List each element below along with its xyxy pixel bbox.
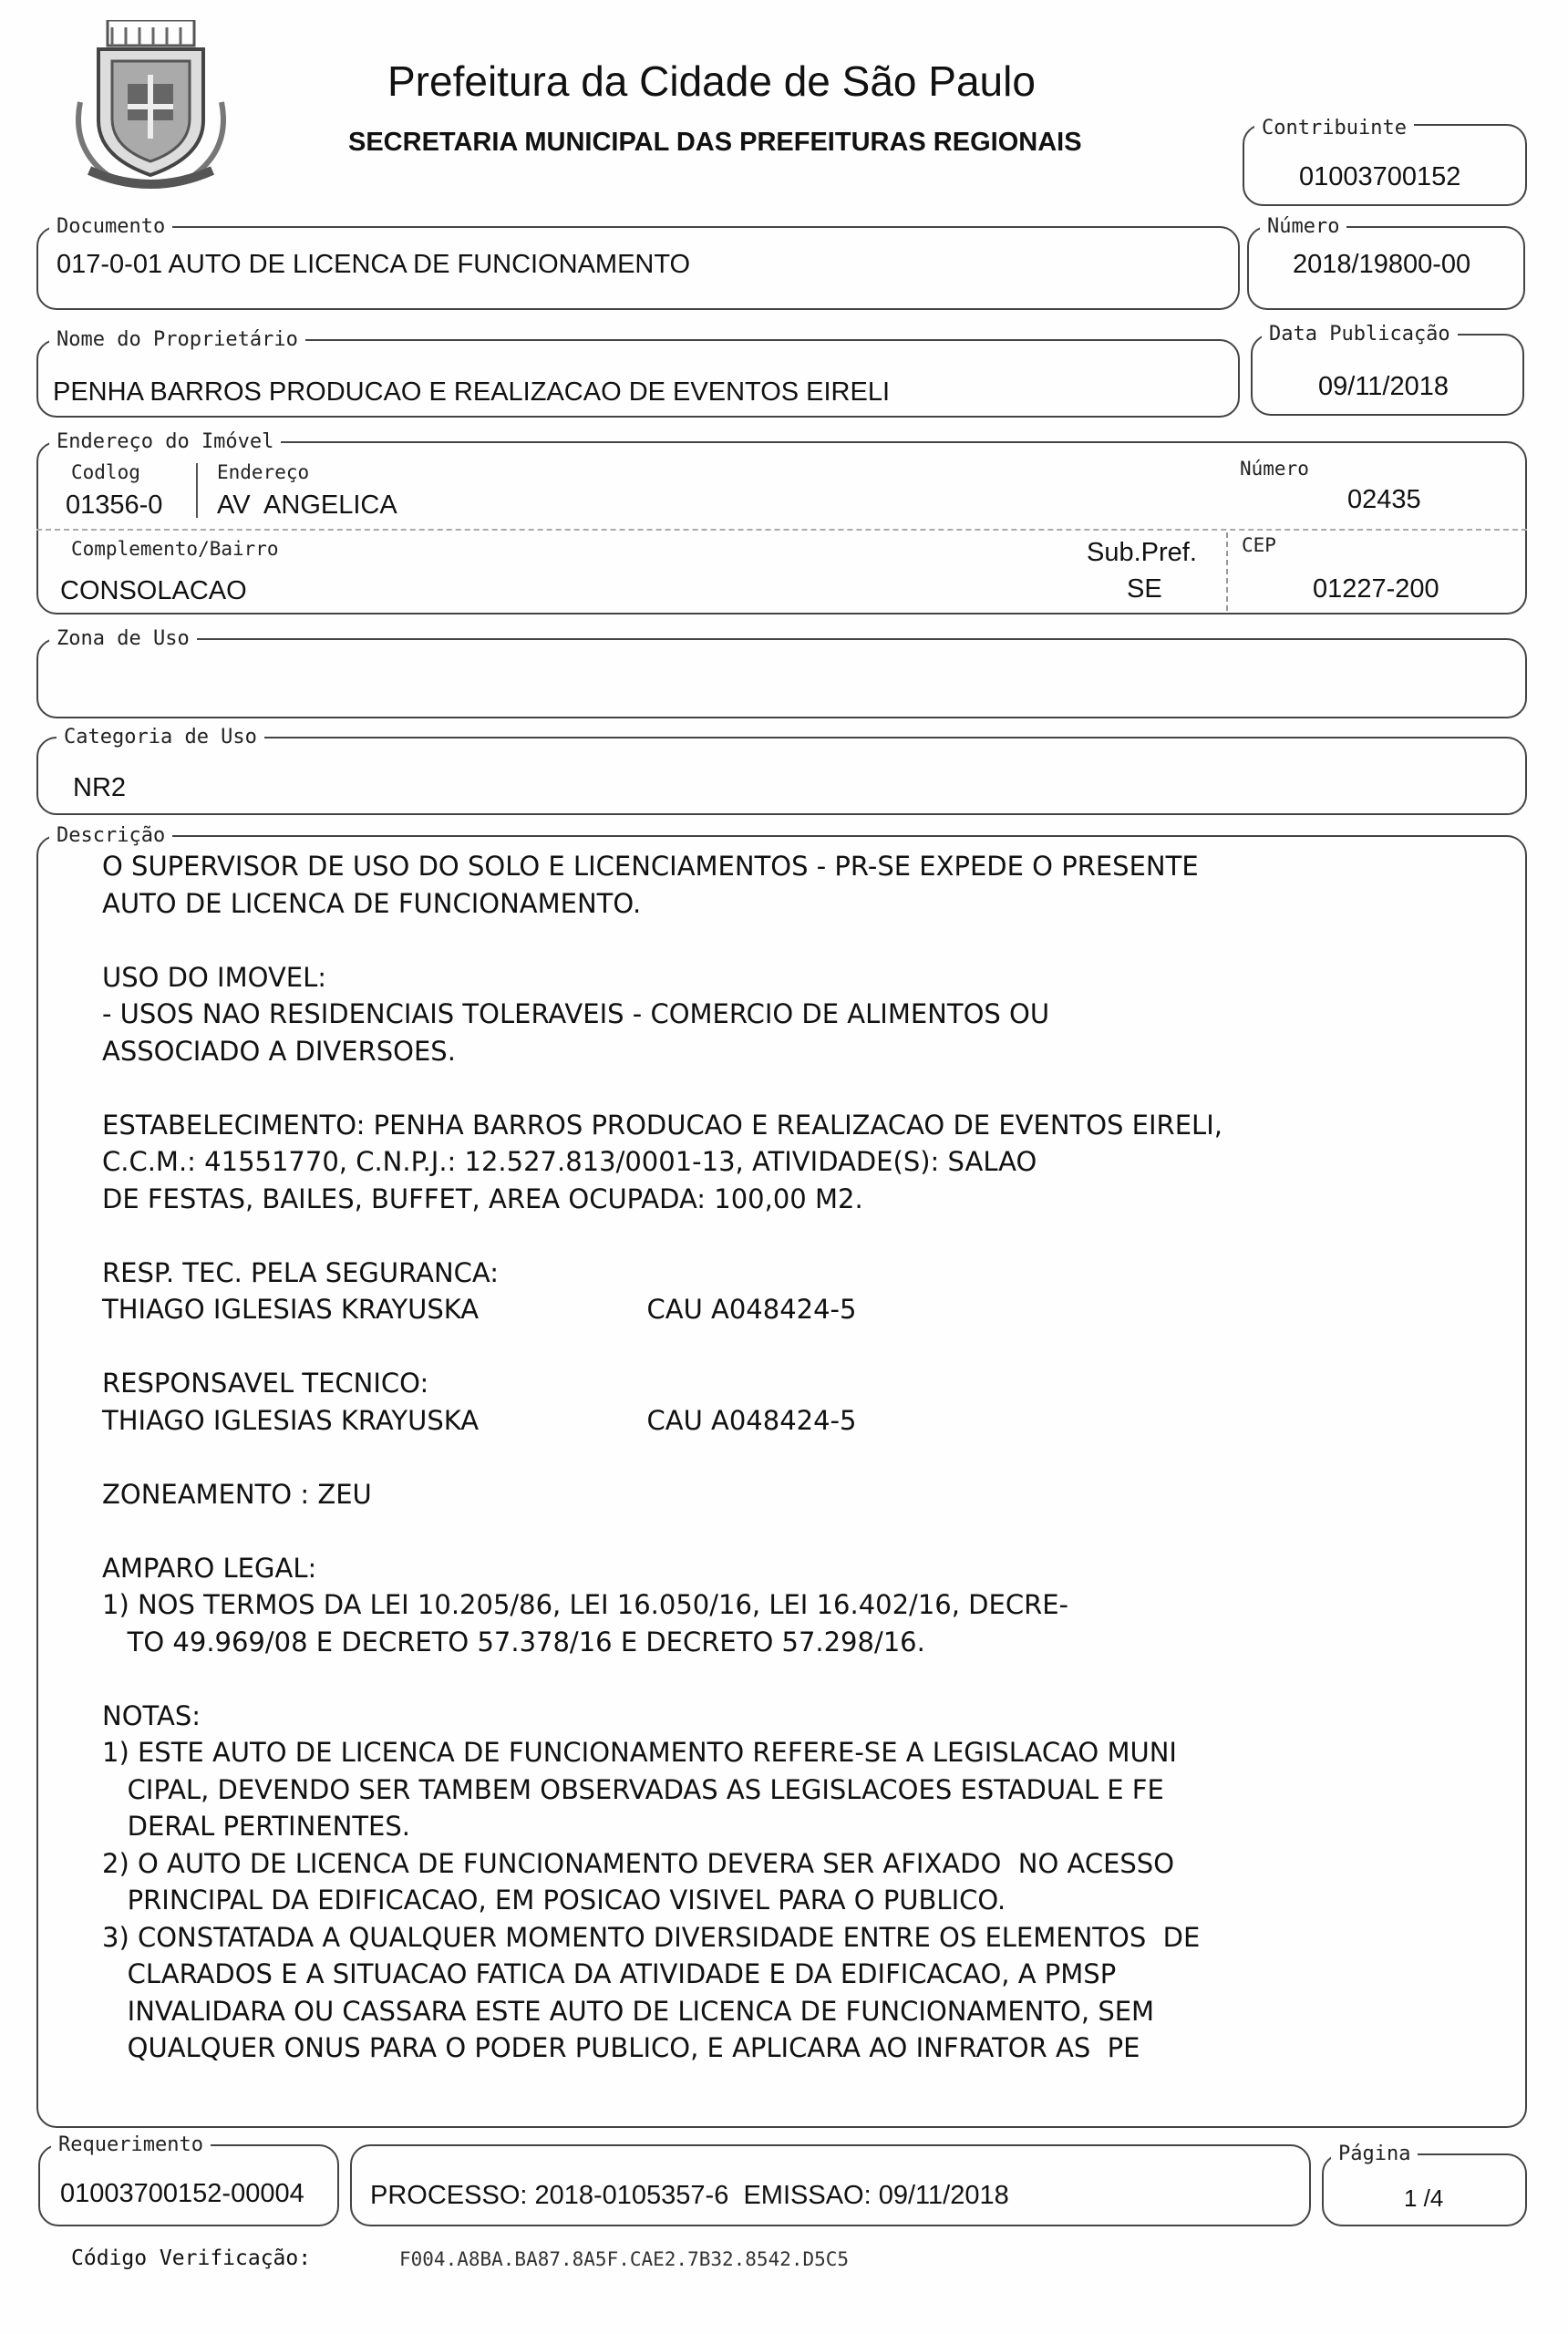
descricao-line: C.C.M.: 41551770, C.N.P.J.: 12.527.813/0001-13, ATIVIDADE(S): SALAO [102,1146,1037,1177]
descricao-line: ESTABELECIMENTO: PENHA BARROS PRODUCAO E REALIZACAO DE EVENTOS EIRELI, [102,1109,1222,1141]
descricao-line: 3) CONSTATADA A QUALQUER MOMENTO DIVERSIDADE ENTRE OS ELEMENTOS DE [102,1921,1201,1953]
descricao-line [102,1439,1397,1476]
descricao-line: THIAGO IGLESIAS KRAYUSKA CAU A048424-5 [102,1404,857,1436]
descricao-line: USO DO IMOVEL: [102,961,327,993]
descricao-line: INVALIDARA OU CASSARA ESTE AUTO DE LICENCA DE FUNCIONAMENTO, SEM [102,1995,1155,2027]
requerimento-label: Requerimento [51,2133,211,2157]
descricao-line: AMPARO LEGAL: [102,1552,317,1584]
descricao-line: ASSOCIADO A DIVERSOES. [102,1035,456,1067]
descricao-line: 1) ESTE AUTO DE LICENCA DE FUNCIONAMENTO REFERE-SE A LEGISLACAO MUNI [102,1737,1177,1768]
descricao-line: O SUPERVISOR DE USO DO SOLO E LICENCIAMENTOS - PR-SE EXPEDE O PRESENTE [102,851,1199,882]
proprietario-label: Nome do Proprietário [49,328,305,352]
descricao-line: - USOS NAO RESIDENCIAIS TOLERAVEIS - COMERCIO DE ALIMENTOS OU [102,998,1050,1029]
descricao-line: RESPONSAVEL TECNICO: [102,1368,429,1399]
descricao-line: ZONEAMENTO : ZEU [102,1478,372,1510]
categoria-uso-value: NR2 [73,773,127,802]
page-subtitle: SECRETARIA MUNICIPAL DAS PREFEITURAS REGIONAIS [348,128,1082,157]
codlog-label: Codlog [71,461,140,483]
descricao-line: CIPAL, DEVENDO SER TAMBEM OBSERVADAS AS LEGISLACOES ESTADUAL E FE [102,1773,1164,1805]
requerimento-value: 01003700152-00004 [60,2179,304,2208]
descricao-line: TO 49.969/08 E DECRETO 57.378/16 E DECRETO 57.298/16. [102,1626,925,1658]
complemento-value: CONSOLACAO [60,576,247,605]
numero-label: Número [1260,215,1346,239]
descricao-text [102,848,1397,2067]
categoria-uso-label: Categoria de Uso [57,726,264,749]
data-publicacao-label: Data Publicação [1262,323,1458,346]
page-title: Prefeitura da Cidade de São Paulo [387,57,1036,105]
imovel-numero-value: 02435 [1347,485,1421,514]
proprietario-value: PENHA BARROS PRODUCAO E REALIZACAO DE EVENTOS EIRELI [53,377,891,407]
codigo-verificacao-value: F004.A8BA.BA87.8A5F.CAE2.7B32.8542.D5C5 [399,2248,850,2270]
pagina-value: 1 /4 [1404,2184,1444,2212]
documento-label: Documento [49,215,172,239]
descricao-line [102,1660,1397,1698]
descricao-line: QUALQUER ONUS PARA O PODER PUBLICO, E APLICARA AO INFRATOR AS PE [102,2032,1140,2063]
descricao-line: 2) O AUTO DE LICENCA DE FUNCIONAMENTO DEVERA SER AFIXADO NO ACESSO [102,1847,1175,1879]
endereco-field-label: Endereço [217,461,310,483]
codlog-value: 01356-0 [66,491,163,520]
imovel-numero-label: Número [1240,458,1309,480]
codlog-divider [196,463,198,518]
processo-value: PROCESSO: 2018-0105357-6 EMISSAO: 09/11/2018 [370,2181,1009,2210]
pagina-label: Página [1331,2143,1418,2166]
codigo-verificacao-label: Código Verificação: [71,2246,312,2270]
descricao-line: DERAL PERTINENTES. [102,1811,410,1842]
endereco-value: AV ANGELICA [217,491,397,520]
descricao-line: DE FESTAS, BAILES, BUFFET, AREA OCUPADA: 100,00 M2. [102,1182,863,1214]
cep-divider [1226,532,1228,611]
cep-value: 01227-200 [1313,574,1439,604]
descricao-line [102,1328,1397,1366]
subpref-value: SE [1127,574,1162,604]
descricao-line: 1) NOS TERMOS DA LEI 10.205/86, LEI 16.050/16, LEI 16.402/16, DECRE- [102,1589,1069,1620]
cep-label: CEP [1242,534,1276,556]
coat-of-arms-logo [71,20,231,193]
descricao-line: AUTO DE LICENCA DE FUNCIONAMENTO. [102,887,642,919]
documento-value: 017-0-01 AUTO DE LICENCA DE FUNCIONAMENTO [57,250,691,279]
descricao-line: CLARADOS E A SITUACAO FATICA DA ATIVIDADE E DA EDIFICACAO, A PMSP [102,1958,1117,1989]
data-publicacao-value: 09/11/2018 [1318,372,1449,401]
numero-value: 2018/19800-00 [1293,250,1471,279]
subpref-label: Sub.Pref. [1087,538,1197,567]
complemento-label: Complemento/Bairro [71,538,279,560]
contribuinte-value: 01003700152 [1299,162,1461,191]
descricao-line [102,1513,1397,1550]
descricao-line: NOTAS: [102,1699,201,1731]
zona-uso-label: Zona de Uso [49,627,197,651]
descricao-line: THIAGO IGLESIAS KRAYUSKA CAU A048424-5 [102,1294,857,1325]
contribuinte-label: Contribuinte [1254,117,1414,140]
address-row-divider [36,529,1527,531]
descricao-line: RESP. TEC. PELA SEGURANCA: [102,1256,499,1288]
descricao-line [102,922,1397,959]
zona-uso-box [36,638,1527,718]
descricao-line [102,1069,1397,1107]
descricao-line: PRINCIPAL DA EDIFICACAO, EM POSICAO VISIVEL PARA O PUBLICO. [102,1885,1006,1916]
descricao-label: Descrição [49,824,172,848]
descricao-line [102,1217,1397,1255]
endereco-label: Endereço do Imóvel [49,430,281,454]
